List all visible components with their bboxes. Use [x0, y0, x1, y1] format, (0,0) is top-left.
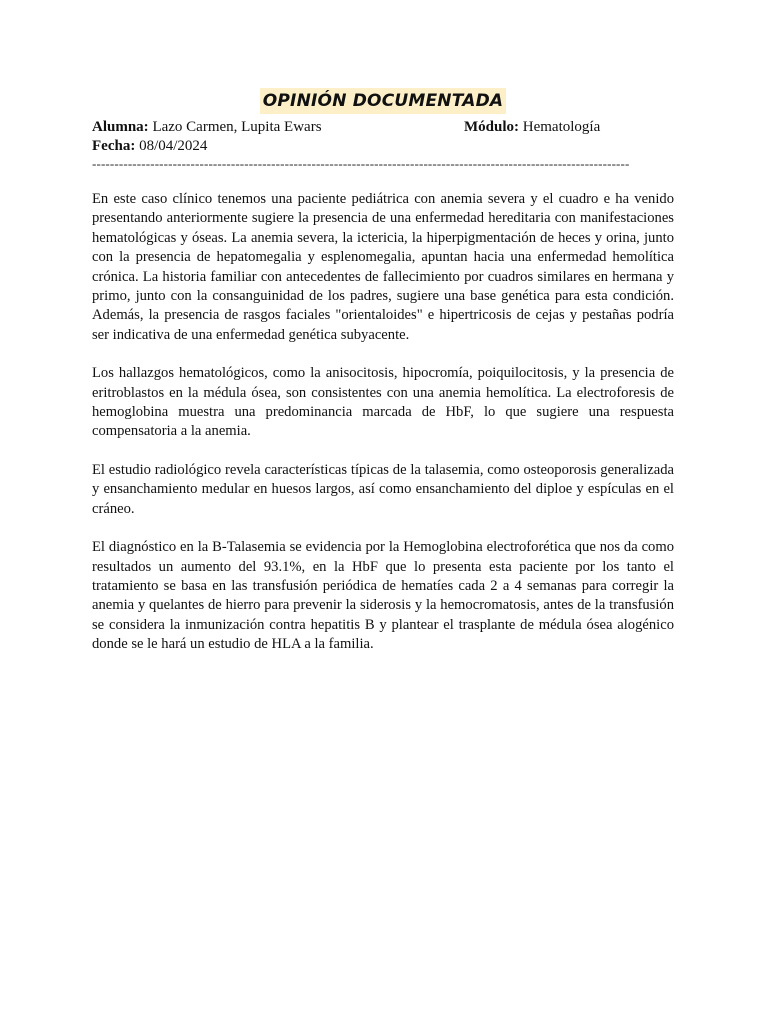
module-field	[464, 118, 600, 137]
paragraph-1: En este caso clínico tenemos una paciente pediátrica con anemia severa y el cuadro e ha venido presentando anteriormente sugiere la presencia de una enfermedad hereditaria con manifestaciones hematológicas y óseas. La anemia severa, la ictericia, la hiperpigmentación de heces y orina, junto con la presencia de hepatomegalia y esplenomegalia, apuntan hacia una enfermedad hemolítica crónica. La historia familiar con antecedentes de fallecimiento por cuadros similares en hermana y primo, junto con la consanguinidad de los padres, sugiere una base genética para esta condición. Además, la presencia de rasgos faciales "orientaloides" e hipertricosis de cejas y pestañas podría ser indicativa de una enfermedad genética subyacente.	[92, 191, 674, 343]
dashed-divider: ------------------------------------------------------------------------------------------------------------------------	[92, 156, 630, 171]
student-label: Alumna:	[92, 119, 149, 135]
date-label: Fecha:	[92, 138, 136, 154]
paragraph-2: Los hallazgos hematológicos, como la anisocitosis, hipocromía, poiquilocitosis, y la presencia de eritroblastos en la médula ósea, son consistentes con una anemia hemolítica. La electroforesis de hemoglobina muestra una predominancia marcada de HbF, lo que sugiere una respuesta compensatoria a la anemia.	[92, 365, 674, 440]
module-label: Módulo:	[464, 119, 520, 135]
document-page	[92, 88, 674, 674]
meta-row-student-module	[92, 118, 674, 137]
body-text	[92, 190, 674, 655]
date-value: 08/04/2024	[139, 138, 208, 154]
meta-row-date	[92, 137, 674, 156]
title-container	[92, 88, 674, 118]
module-value: Hematología	[522, 119, 601, 135]
student-value: Lazo Carmen, Lupita Ewars	[152, 119, 322, 135]
student-field	[92, 119, 322, 135]
paragraph-3: El estudio radiológico revela características típicas de la talasemia, como osteoporosis generalizada y ensanchamiento medular en huesos largos, así como ensanchamiento del diploe y espículas en el cráneo.	[92, 461, 674, 517]
paragraph-4: El diagnóstico en la B-Talasemia se evidencia por la Hemoglobina electroforética que nos da como resultados un aumento del 93.1%, en la HbF que lo presenta esta paciente por los tanto el tratamiento se basa en las transfusión periódica de hematíes cada 2 a 4 semanas para corregir la anemia y quelantes de hierro para prevenir la siderosis y la hemocromatosis, antes de la transfusión se considera la inmunización contra hepatitis B y plantear el trasplante de médula ósea alogénico donde se le hará un estudio de HLA a la familia.	[92, 539, 674, 653]
document-title: OPINIÓN DOCUMENTADA	[260, 88, 507, 114]
